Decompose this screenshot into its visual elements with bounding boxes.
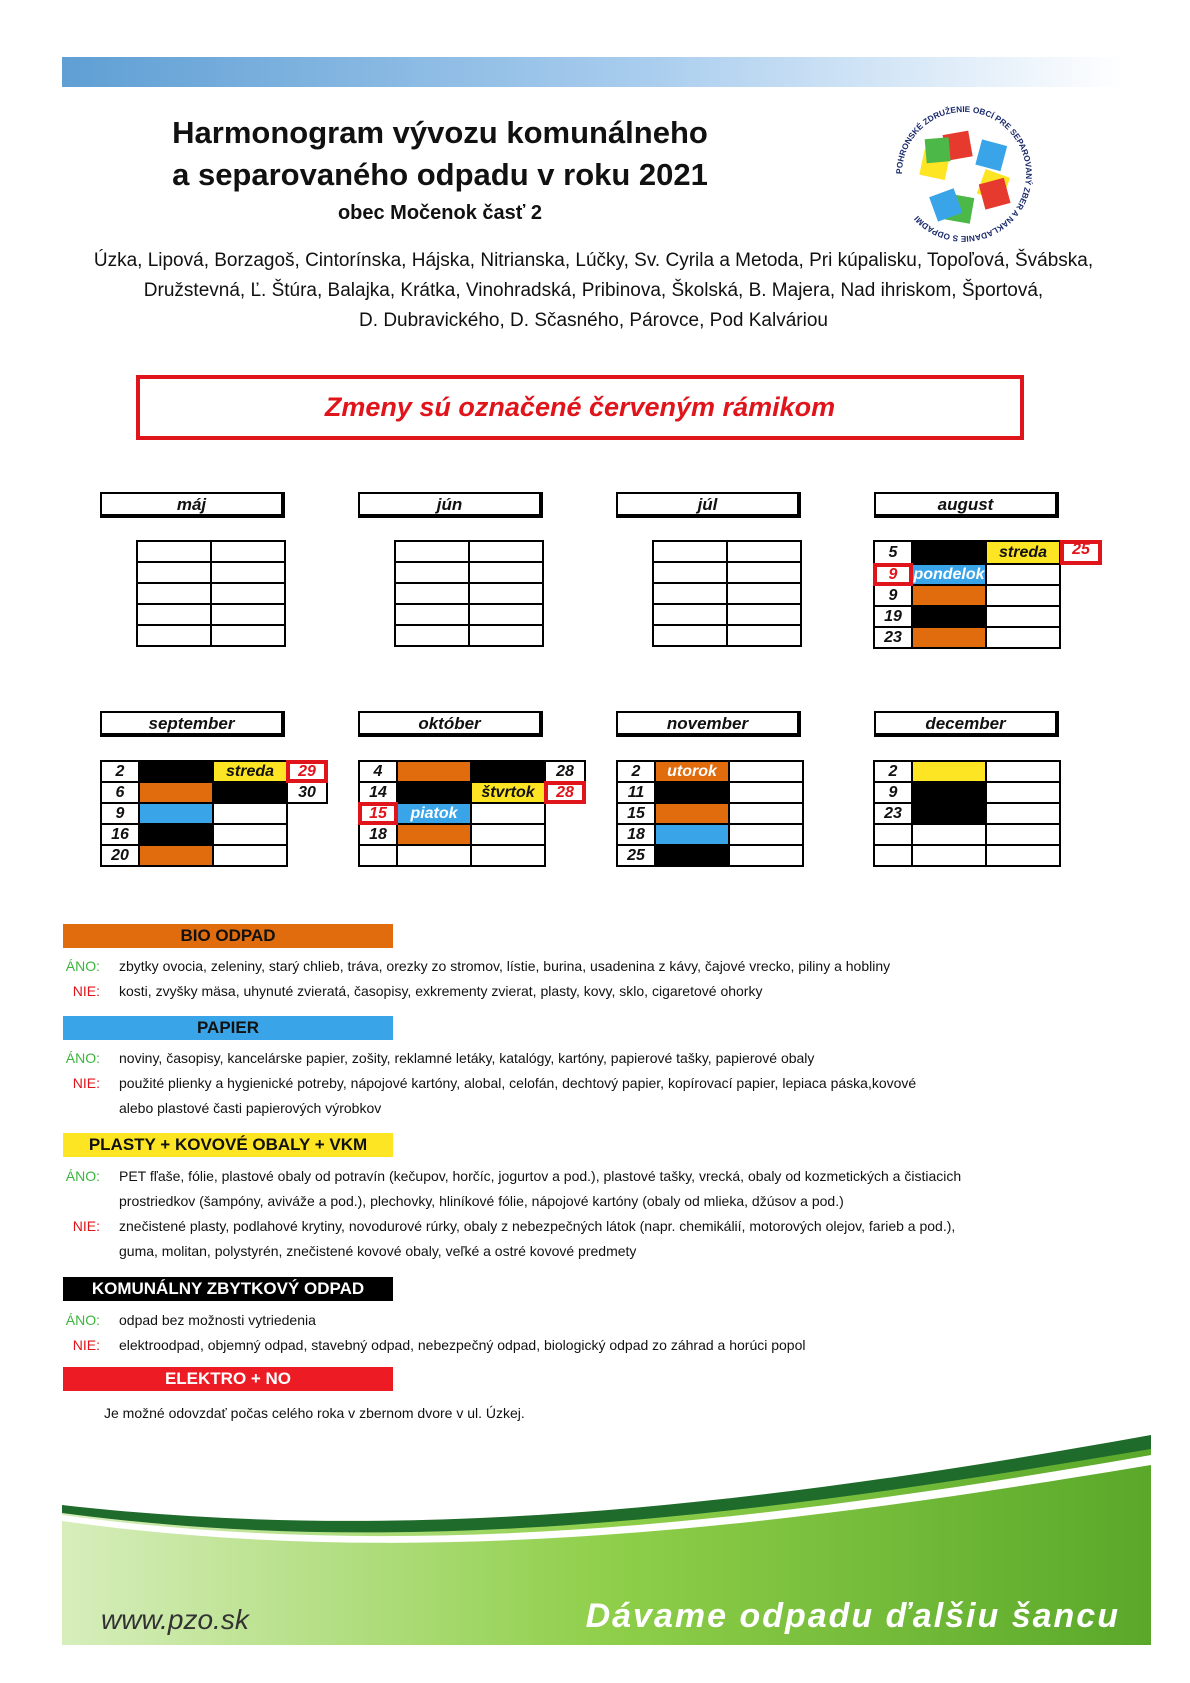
- changed-date: 25: [1061, 541, 1101, 564]
- komunal-cell: [213, 782, 287, 803]
- komunal-cell: [471, 761, 545, 782]
- legend-bio-title: BIO ODPAD: [63, 924, 393, 948]
- table-row: [617, 803, 803, 824]
- table-row: [359, 782, 585, 803]
- pzo-logo: [890, 100, 1038, 248]
- day-number: 4: [359, 761, 397, 782]
- komunal-cell: [139, 761, 213, 782]
- table-row: [874, 564, 1102, 585]
- day-number: 25: [617, 845, 655, 866]
- table-row: [874, 803, 1060, 824]
- legend-komunal-title: KOMUNÁLNY ZBYTKOVÝ ODPAD: [63, 1277, 393, 1301]
- day-number: 5: [874, 541, 912, 564]
- month-header-september: september: [100, 711, 285, 737]
- table-row: [101, 824, 327, 845]
- bio-cell: [912, 585, 986, 606]
- calendar-jun: [394, 540, 544, 647]
- streets-line-1: Úzka, Lipová, Borzagoš, Cintorínska, Hájska, Nitrianska, Lúčky, Sv. Cyrila a Metoda, Pri kúpalisku, Topoľová, Švábska,: [93, 250, 1094, 271]
- day-number: 30: [287, 782, 327, 803]
- page-title: [140, 112, 740, 196]
- day-number: 16: [101, 824, 139, 845]
- calendar-november: [616, 760, 804, 867]
- calendar-oktober: [358, 760, 586, 867]
- bio-cell: [139, 782, 213, 803]
- footer-slogan: Dávame odpadu ďalšiu šancu: [585, 1597, 1120, 1635]
- table-row: [359, 761, 585, 782]
- plasty-cell: [912, 761, 986, 782]
- top-banner: [62, 57, 1125, 87]
- table-row: [101, 803, 327, 824]
- month-header-oktober: október: [358, 711, 543, 737]
- streets-line-2: Družstevná, Ľ. Štúra, Balajka, Krátka, Vinohradská, Pribinova, Školská, B. Majera, Nad ihriskom, Športová,: [143, 280, 1044, 301]
- legend-plasty-title: PLASTY + KOVOVÉ OBALY + VKM: [63, 1133, 393, 1157]
- day-number: 6: [101, 782, 139, 803]
- bio-cell: [397, 824, 471, 845]
- komunal-cell: [397, 782, 471, 803]
- day-number: 18: [359, 824, 397, 845]
- month-header-november: november: [616, 711, 801, 737]
- legend-elektro-title: ELEKTRO + NO: [63, 1367, 393, 1391]
- title-line-1: Harmonogram vývozu komunálneho: [172, 115, 708, 150]
- table-row: [874, 761, 1060, 782]
- svg-text:POHRONSKÉ ZDRUŽENIE OBCÍ PRE S: POHRONSKÉ ZDRUŽENIE OBCÍ PRE SEPAROVANÝ ZBER A NAKLADANIE S ODPADMI: [893, 103, 1035, 245]
- komunal-cell: [912, 803, 986, 824]
- day-label: štvrtok: [471, 782, 545, 803]
- day-number: 23: [874, 627, 912, 648]
- day-label: pondelok: [912, 564, 986, 585]
- calendar-december: [873, 760, 1061, 867]
- title-line-2: a separovaného odpadu v roku 2021: [172, 157, 708, 192]
- table-row: [874, 541, 1102, 564]
- bio-cell: [397, 761, 471, 782]
- papier-cell: [655, 824, 729, 845]
- day-number: 9: [874, 585, 912, 606]
- legend-elektro-text: Je možné odovzdať počas celého roka v zbernom dvore v ul. Úzkej.: [104, 1405, 525, 1421]
- table-row: [874, 782, 1060, 803]
- changes-notice: Zmeny sú označené červeným rámikom: [136, 375, 1024, 440]
- papier-cell: [139, 803, 213, 824]
- month-header-jun: jún: [358, 492, 543, 518]
- day-number: 9: [874, 782, 912, 803]
- day-number: 14: [359, 782, 397, 803]
- bio-cell: [139, 845, 213, 866]
- day-number: 23: [874, 803, 912, 824]
- table-row: [617, 824, 803, 845]
- day-number: 2: [874, 761, 912, 782]
- table-row: [359, 803, 585, 824]
- komunal-cell: [139, 824, 213, 845]
- table-row: [101, 845, 327, 866]
- table-row: [617, 782, 803, 803]
- day-number: 11: [617, 782, 655, 803]
- month-header-august: august: [874, 492, 1059, 518]
- calendar-jul: [652, 540, 802, 647]
- table-row: [617, 761, 803, 782]
- street-list: [62, 246, 1125, 336]
- day-label: utorok: [655, 761, 729, 782]
- table-row: [874, 627, 1102, 648]
- day-number: 2: [617, 761, 655, 782]
- komunal-cell: [912, 541, 986, 564]
- table-row: [874, 585, 1102, 606]
- day-number: 2: [101, 761, 139, 782]
- table-row: [101, 782, 327, 803]
- day-number: 9: [101, 803, 139, 824]
- month-header-december: december: [874, 711, 1059, 737]
- komunal-cell: [655, 782, 729, 803]
- calendar-maj: [136, 540, 286, 647]
- calendar-september: [100, 760, 328, 867]
- table-row: [359, 824, 585, 845]
- month-header-maj: máj: [100, 492, 285, 518]
- day-label: piatok: [397, 803, 471, 824]
- legend-papier-title: PAPIER: [63, 1016, 393, 1040]
- day-number: 20: [101, 845, 139, 866]
- table-row: [874, 606, 1102, 627]
- day-number: 28: [545, 761, 585, 782]
- day-number: 18: [617, 824, 655, 845]
- subtitle: obec Močenok časť 2: [337, 202, 543, 224]
- changed-date: 9: [874, 564, 912, 585]
- changed-date: 28: [545, 782, 585, 803]
- day-number: 19: [874, 606, 912, 627]
- calendar-august: [873, 540, 1103, 649]
- footer-url: www.pzo.sk: [101, 1604, 249, 1635]
- streets-line-3: D. Dubravického, D. Sčasného, Párovce, Pod Kalváriou: [359, 310, 828, 331]
- day-label: streda: [213, 761, 287, 782]
- table-row: [617, 845, 803, 866]
- changed-date: 29: [287, 761, 327, 782]
- bio-cell: [912, 627, 986, 648]
- bio-cell: [655, 803, 729, 824]
- komunal-cell: [912, 782, 986, 803]
- month-header-jul: júl: [616, 492, 801, 518]
- changed-date: 15: [359, 803, 397, 824]
- komunal-cell: [655, 845, 729, 866]
- table-row: [101, 761, 327, 782]
- table-row: [359, 845, 585, 866]
- day-label: streda: [986, 541, 1060, 564]
- day-number: 15: [617, 803, 655, 824]
- komunal-cell: [912, 606, 986, 627]
